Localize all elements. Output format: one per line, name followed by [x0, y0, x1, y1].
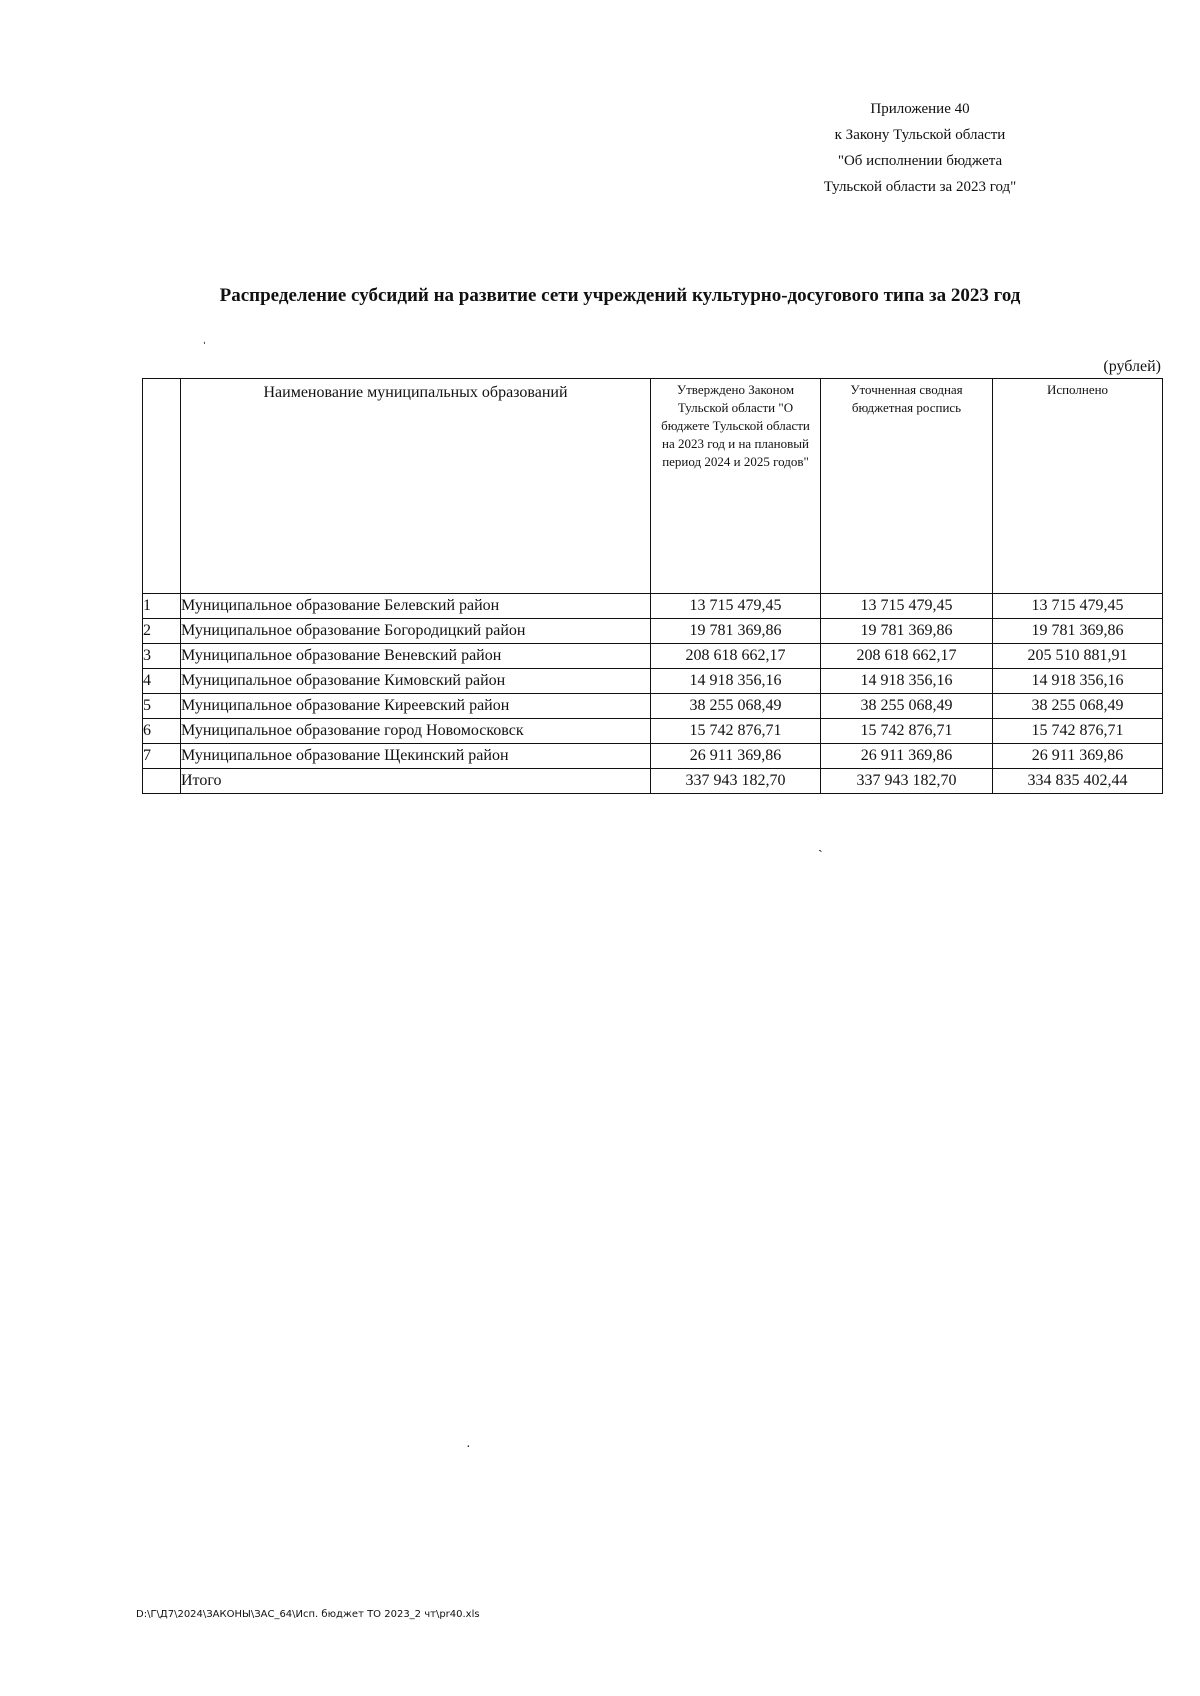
row-name: Муниципальное образование Веневский район	[181, 644, 651, 669]
row-name: Муниципальное образование город Новомосковск	[181, 719, 651, 744]
total-num	[143, 769, 181, 794]
row-approved: 19 781 369,86	[651, 619, 821, 644]
row-num: 7	[143, 744, 181, 769]
header-num	[143, 379, 181, 594]
table-row	[143, 669, 1163, 694]
table-row	[143, 744, 1163, 769]
row-approved: 14 918 356,16	[651, 669, 821, 694]
table-row	[143, 594, 1163, 619]
row-num: 6	[143, 719, 181, 744]
row-name: Муниципальное образование Белевский район	[181, 594, 651, 619]
row-refined: 208 618 662,17	[821, 644, 993, 669]
row-approved: 15 742 876,71	[651, 719, 821, 744]
total-label: Итого	[181, 769, 651, 794]
row-approved: 26 911 369,86	[651, 744, 821, 769]
scan-speck: ·	[466, 1440, 471, 1455]
header-name: Наименование муниципальных образований	[181, 379, 651, 594]
row-refined: 26 911 369,86	[821, 744, 993, 769]
row-refined: 13 715 479,45	[821, 594, 993, 619]
row-name: Муниципальное образование Богородицкий район	[181, 619, 651, 644]
row-executed: 15 742 876,71	[993, 719, 1163, 744]
table-row	[143, 694, 1163, 719]
row-refined: 19 781 369,86	[821, 619, 993, 644]
row-refined: 15 742 876,71	[821, 719, 993, 744]
row-executed: 38 255 068,49	[993, 694, 1163, 719]
row-executed: 19 781 369,86	[993, 619, 1163, 644]
row-refined: 14 918 356,16	[821, 669, 993, 694]
header-executed: Исполнено	[993, 379, 1163, 594]
table-row	[143, 719, 1163, 744]
total-executed: 334 835 402,44	[993, 769, 1163, 794]
table-row	[143, 644, 1163, 669]
appendix-line-3: "Об исполнении бюджета	[837, 153, 1003, 169]
row-executed: 13 715 479,45	[993, 594, 1163, 619]
appendix-line-1: Приложение 40	[870, 101, 970, 117]
total-refined: 337 943 182,70	[821, 769, 993, 794]
total-approved: 337 943 182,70	[651, 769, 821, 794]
row-name: Муниципальное образование Щекинский район	[181, 744, 651, 769]
header-refined: Уточненная сводная бюджетная роспись	[821, 379, 993, 594]
row-name: Муниципальное образование Киреевский район	[181, 694, 651, 719]
unit-label: (рублей)	[1103, 358, 1161, 375]
header-approved: Утверждено Законом Тульской области "О бюджете Тульской области на 2023 год и на плановый период 2024 и 2025 годов"	[651, 379, 821, 594]
row-num: 3	[143, 644, 181, 669]
row-executed: 26 911 369,86	[993, 744, 1163, 769]
row-approved: 13 715 479,45	[651, 594, 821, 619]
file-path-footer: D:\Г\Д7\2024\ЗАКОНЫ\ЗАС_64\Исп. бюджет ТО 2023_2 чт\pr40.xls	[136, 1609, 480, 1620]
table-total-row	[143, 769, 1163, 794]
row-executed: 14 918 356,16	[993, 669, 1163, 694]
table-header-row	[143, 379, 1163, 594]
row-num: 5	[143, 694, 181, 719]
appendix-line-4: Тульской области за 2023 год"	[823, 179, 1017, 195]
scan-speck: ˌ	[202, 330, 207, 345]
subsidy-table	[142, 378, 1163, 794]
row-name: Муниципальное образование Кимовский район	[181, 669, 651, 694]
row-refined: 38 255 068,49	[821, 694, 993, 719]
document-title: Распределение субсидий на развитие сети учреждений культурно-досугового типа за 2023 год	[219, 285, 1021, 306]
row-num: 1	[143, 594, 181, 619]
row-num: 2	[143, 619, 181, 644]
row-approved: 38 255 068,49	[651, 694, 821, 719]
row-executed: 205 510 881,91	[993, 644, 1163, 669]
row-approved: 208 618 662,17	[651, 644, 821, 669]
scan-speck: ˏ	[818, 838, 823, 853]
row-num: 4	[143, 669, 181, 694]
table-row	[143, 619, 1163, 644]
appendix-header	[760, 96, 1080, 200]
appendix-line-2: к Закону Тульской области	[834, 127, 1006, 143]
